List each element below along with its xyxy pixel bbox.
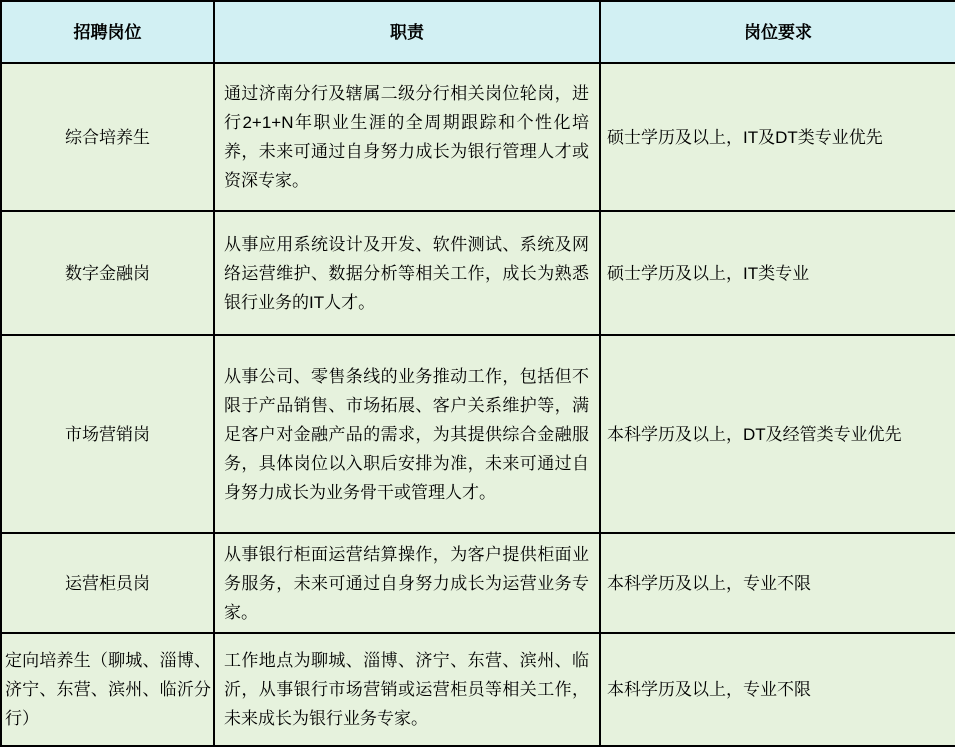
requirements-cell: 本科学历及以上，专业不限 <box>600 533 955 633</box>
position-cell: 运营柜员岗 <box>1 533 214 633</box>
duties-cell: 工作地点为聊城、淄博、济宁、东营、滨州、临沂，从事银行市场营销或运营柜员等相关工作，未来成长为银行业务专家。 <box>214 633 600 746</box>
table-row <box>1 335 955 533</box>
requirements-cell: 硕士学历及以上，IT类专业 <box>600 211 955 335</box>
table-body <box>1 63 955 746</box>
position-cell: 市场营销岗 <box>1 335 214 533</box>
table-header <box>1 1 955 63</box>
duties-cell: 从事公司、零售条线的业务推动工作，包括但不限于产品销售、市场拓展、客户关系维护等，满足客户对金融产品的需求，为其提供综合金融服务，具体岗位以入职后安排为准，未来可通过自身努力成长为业务骨干或管理人才。 <box>214 335 600 533</box>
requirements-cell: 本科学历及以上，DT及经管类专业优先 <box>600 335 955 533</box>
header-row <box>1 1 955 63</box>
duties-cell: 从事应用系统设计及开发、软件测试、系统及网络运营维护、数据分析等相关工作，成长为熟悉银行业务的IT人才。 <box>214 211 600 335</box>
position-cell: 数字金融岗 <box>1 211 214 335</box>
position-cell: 综合培养生 <box>1 63 214 211</box>
table-row <box>1 633 955 746</box>
table-row <box>1 63 955 211</box>
column-header-position: 招聘岗位 <box>1 1 214 63</box>
position-cell: 定向培养生（聊城、淄博、济宁、东营、滨州、临沂分行） <box>1 633 214 746</box>
column-header-requirements: 岗位要求 <box>600 1 955 63</box>
table-row <box>1 533 955 633</box>
table-row <box>1 211 955 335</box>
column-header-duties: 职责 <box>214 1 600 63</box>
duties-cell: 通过济南分行及辖属二级分行相关岗位轮岗，进行2+1+N年职业生涯的全周期跟踪和个性化培养，未来可通过自身努力成长为银行管理人才或资深专家。 <box>214 63 600 211</box>
requirements-cell: 硕士学历及以上，IT及DT类专业优先 <box>600 63 955 211</box>
duties-cell: 从事银行柜面运营结算操作，为客户提供柜面业务服务，未来可通过自身努力成长为运营业务专家。 <box>214 533 600 633</box>
requirements-cell: 本科学历及以上，专业不限 <box>600 633 955 746</box>
